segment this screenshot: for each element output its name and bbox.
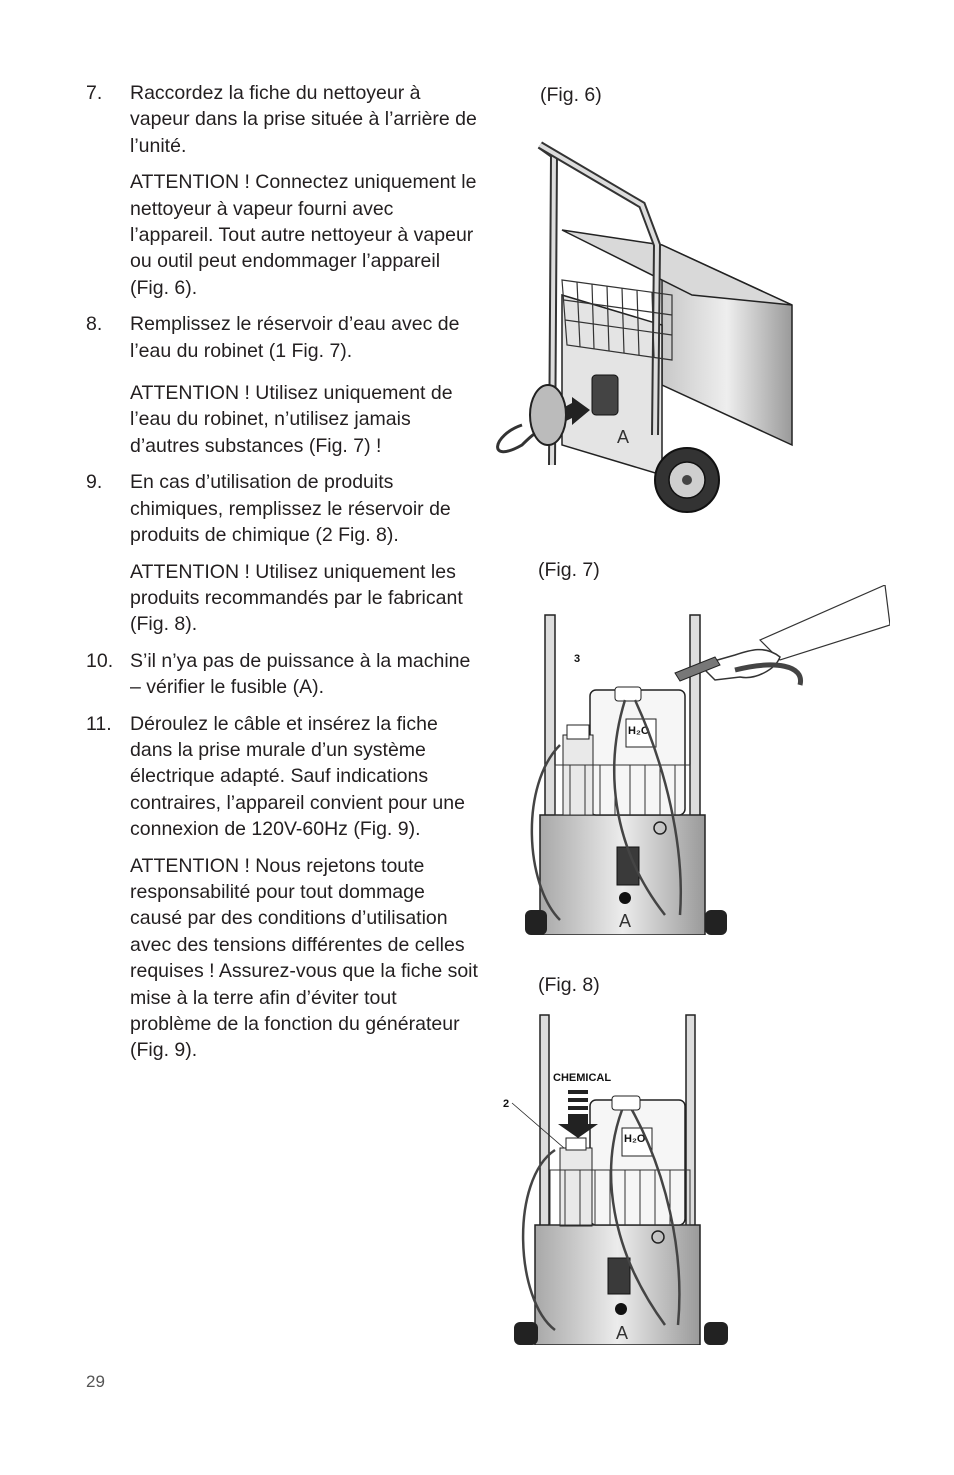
instructions-column [86, 80, 478, 1074]
step-text: Raccordez la fiche du nettoyeur à vapeur dans la prise située à l’arrière de l’unité. [130, 82, 477, 157]
step-number: 8. [86, 313, 103, 336]
warning-text: ATTENTION ! Nous rejetons toute responsabilité pour tout dommage causé par des conditions d’utilisation avec des tensions différentes de celles requises ! Assurez-vous que la fiche soit mise à la terre afin d’éviter tout problème de la fonction du générateur (Fig. 9). [130, 854, 478, 1062]
fig6-label-a: A [617, 427, 630, 447]
arm-icon [760, 585, 890, 660]
socket-icon [592, 375, 618, 415]
fig8-illustration [500, 1010, 740, 1345]
step-text: S’il n’ya pas de puissance à la machine – vérifier le fusible (A). [130, 649, 471, 699]
step-number: 9. [86, 471, 103, 494]
fig7-illustration [515, 585, 890, 935]
callout-3: 3 [574, 653, 581, 665]
step-9 [86, 469, 478, 637]
warning-text: ATTENTION ! Connectez uniquement le nettoyeur à vapeur fourni avec l’appareil. Tout autre nettoyeur à vapeur ou outil peut endommager l’appareil (Fig. 6). [130, 171, 477, 299]
fig8-caption: (Fig. 8) [538, 974, 600, 996]
fig6-caption: (Fig. 6) [540, 84, 602, 106]
step-number: 10. [86, 649, 114, 672]
fig6-illustration [492, 135, 802, 520]
fig7-caption: (Fig. 7) [538, 559, 600, 581]
step-10 [86, 648, 478, 701]
step-11 [86, 711, 478, 1064]
step-text: Remplissez le réservoir d’eau avec de l’eau du robinet (1 Fig. 7). [130, 313, 460, 362]
step-text: Déroulez le câble et insérez la fiche dans la prise murale d’un système électrique adapté. Sauf indications contraires, l’appareil convient pour une connexion de 120V-60Hz (Fig. 9). [130, 712, 465, 841]
step-text: En cas d’utilisation de produits chimiques, remplissez le réservoir de produits de chimique (2 Fig. 8). [130, 471, 451, 547]
fig8-label-a: A [616, 1323, 629, 1343]
step-8 [86, 311, 478, 459]
warning-text: ATTENTION ! Utilisez uniquement de l’eau du robinet, n’utilisez jamais d’autres substances (Fig. 7) ! [130, 382, 453, 457]
step-7 [86, 80, 478, 301]
callout-2: 2 [503, 1098, 510, 1110]
step-number: 11. [86, 712, 112, 735]
warning-text: ATTENTION ! Utilisez uniquement les produits recommandés par le fabricant (Fig. 8). [130, 560, 463, 636]
step-number: 7. [86, 82, 103, 104]
water-tank [590, 690, 685, 815]
fig7-label-a: A [619, 911, 632, 931]
tank-label: H₂O [624, 1133, 646, 1145]
tank-label: H₂O [628, 725, 650, 737]
chemical-label: CHEMICAL [553, 1072, 612, 1084]
page-number: 29 [86, 1372, 105, 1391]
